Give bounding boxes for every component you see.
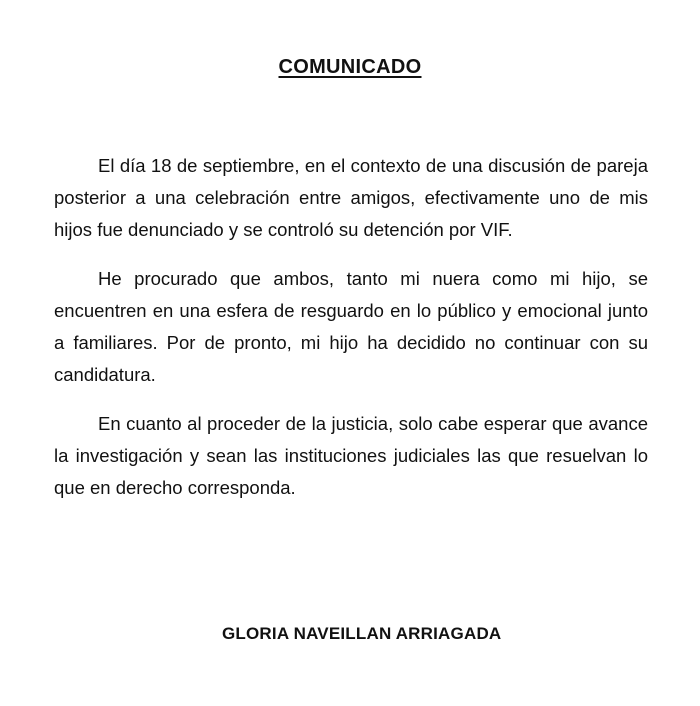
signature-name: GLORIA NAVEILLAN ARRIAGADA <box>222 624 502 643</box>
paragraph-1: El día 18 de septiembre, en el contexto de una discusión de pareja posterior a una celebración entre amigos, efectivamente uno de mis hijos fue denunciado y se controló su detención por VIF. <box>54 155 648 240</box>
document-title <box>0 56 700 79</box>
document-body <box>54 150 648 521</box>
paragraph-2: He procurado que ambos, tanto mi nuera como mi hijo, se encuentren en una esfera de resguardo en lo público y emocional junto a familiares. Por de pronto, mi hijo ha decidido no continuar con su candidatura. <box>54 268 648 385</box>
document-title-text: COMUNICADO <box>278 56 422 78</box>
paragraph-3: En cuanto al proceder de la justicia, solo cabe esperar que avance la investigación y sean las instituciones judiciales las que resuelvan lo que en derecho corresponda. <box>54 413 648 498</box>
